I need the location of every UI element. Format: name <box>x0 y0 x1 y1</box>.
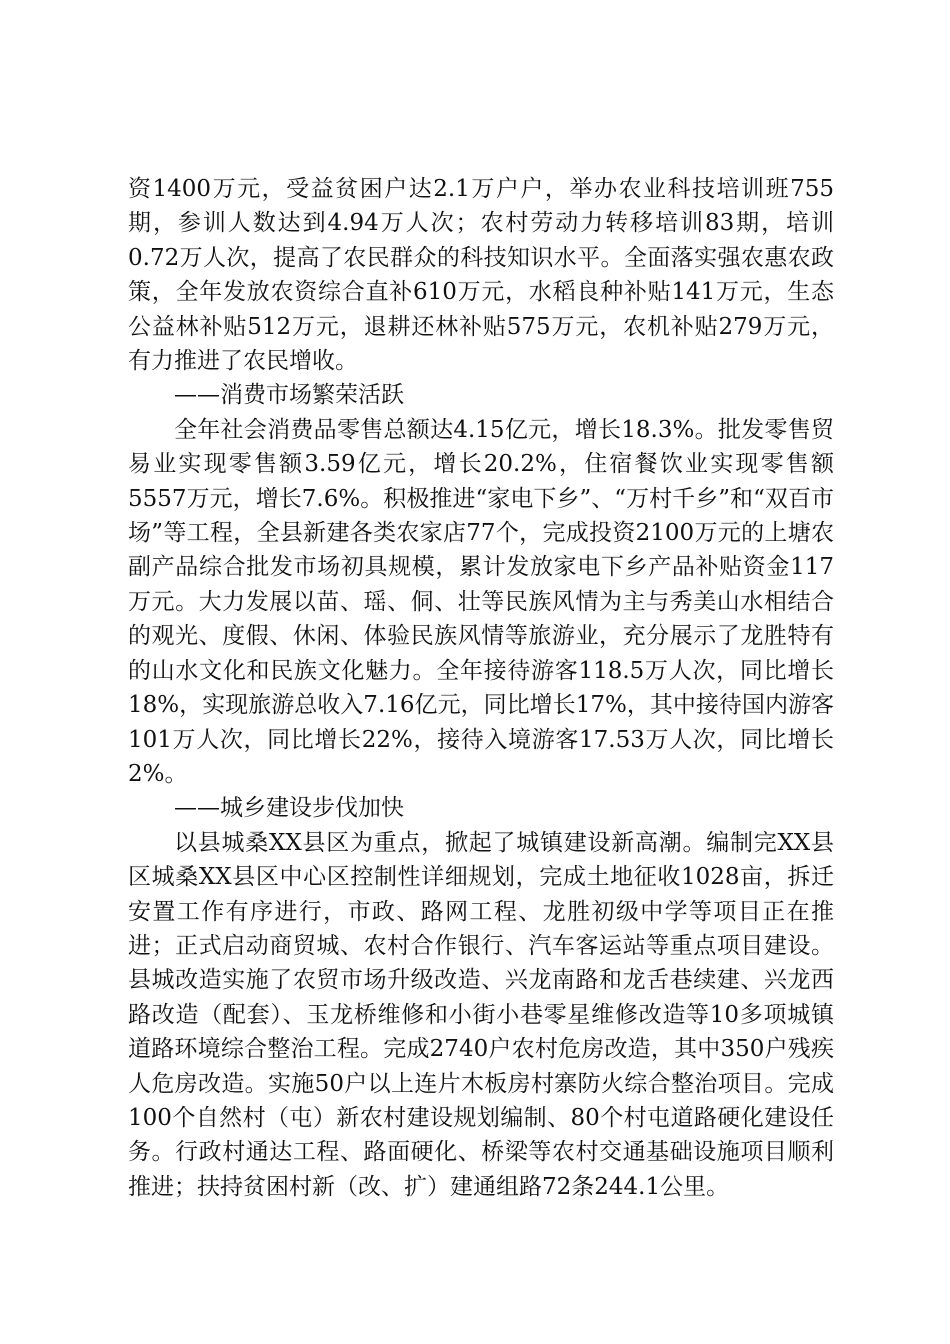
paragraph-agriculture-subsidies: 资1400万元，受益贫困户达2.1万户户，举办农业科技培训班755期，参训人数达到4.94万人次；农村劳动力转移培训83期，培训0.72万人次，提高了农民群众的科技知识水平。全面落实强农惠农政策，全年发放农资综合直补610万元，水稻良种补贴141万元，生态公益林补贴512万元，退耕还林补贴575万元，农机补贴279万元，有力推进了农民增收。 <box>128 176 834 375</box>
document-body <box>128 172 834 1204</box>
paragraph-urban-rural-construction: 以县城桑XX县区为重点，掀起了城镇建设新高潮。编制完XX县区城桑XX县区中心区控制性详细规划，完成土地征收1028亩，拆迁安置工作有序进行，市政、路网工程、龙胜初级中学等项目正在推进；正式启动商贸城、农村合作银行、汽车客运站等重点项目建设。县城改造实施了农贸市场升级改造、兴龙南路和龙舌巷续建、兴龙西路改造（配套）、玉龙桥维修和小街小巷零星维修改造等10多项城镇道路环境综合整治工程。完成2740户农村危房改造，其中350户残疾人危房改造。实施50户以上连片木板房村寨防火综合整治项目。完成100个自然村（屯）新农村建设规划编制、80个村屯道路硬化建设任务。行政村通达工程、路面硬化、桥梁等农村交通基础设施项目顺利推进；扶持贫困村新（改、扩）建通组路72条244.1公里。 <box>128 829 834 1200</box>
section-heading-consumer-market: ——消费市场繁荣活跃 <box>174 382 404 409</box>
paragraph-consumer-market: 全年社会消费品零售总额达4.15亿元，增长18.3%。批发零售贸易业实现零售额3.59亿元，增长20.2%，住宿餐饮业实现零售额5557万元，增长7.6%。积极推进“家电下乡”、“万村千乡”和“双百市场”等工程，全县新建各类农家店77个，完成投资2100万元的上塘农副产品综合批发市场初具规模，累计发放家电下乡产品补贴资金117万元。大力发展以苗、瑶、侗、壮等民族风情为主与秀美山水相结合的观光、度假、休闲、体验民族风情等旅游业，充分展示了龙胜特有的山水文化和民族文化魅力。全年接待游客118.5万人次，同比增长18%，实现旅游总收入7.16亿元，同比增长17%，其中接待国内游客101万人次，同比增长22%，接待入境游客17.53万人次，同比增长2%。 <box>128 416 834 787</box>
section-heading-urban-rural-construction: ——城乡建设步伐加快 <box>174 795 404 822</box>
